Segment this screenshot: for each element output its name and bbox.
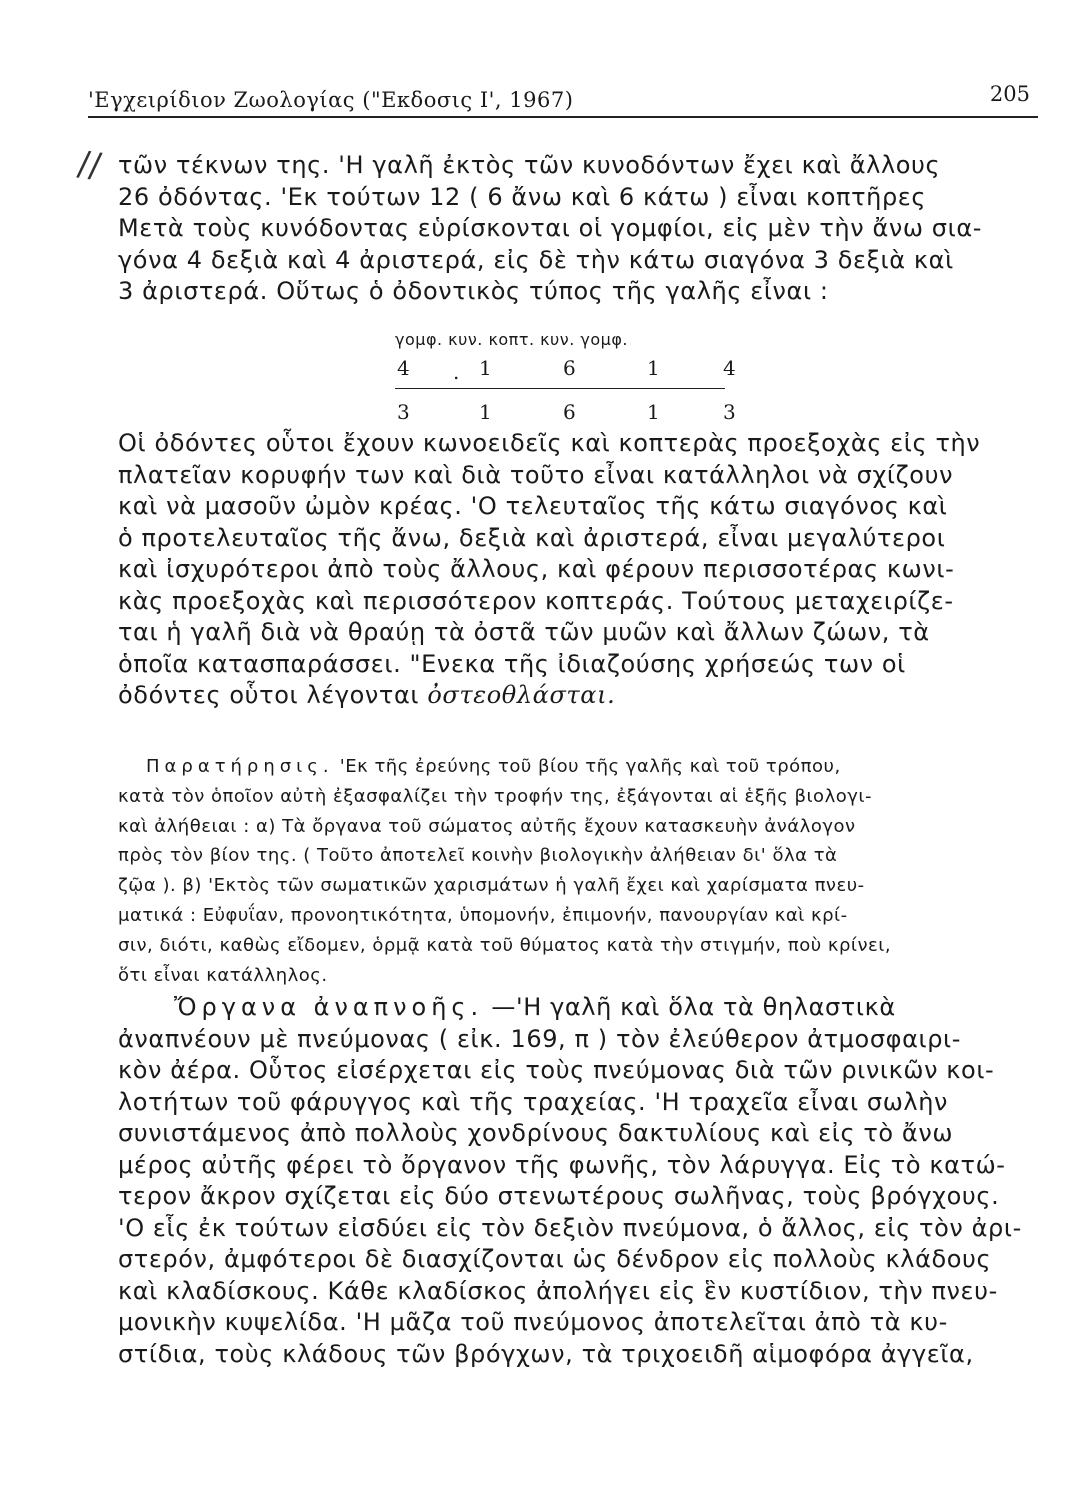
note-line: ματικά : Εὐφυΐαν, προνοητικότητα, ὑπομονήν, ἐπιμονήν, πανουργίαν καὶ κρί-: [118, 904, 848, 926]
text-line: συνιστάμενος ἀπὸ πολλοὺς χονδρίνους δακτυλίους καὶ εἰς τὸ ἄνω: [118, 1119, 954, 1147]
formula-upper-canine-left: 1: [647, 356, 660, 380]
text-line: 3 ἀριστερά. Οὕτως ὁ ὀδοντικὸς τύπος τῆς γαλῆς εἶναι :: [118, 277, 829, 305]
text-line: ὁποῖα κατασπαράσσει. "Ενεκα τῆς ἰδιαζούσης χρήσεώς των οἱ: [118, 649, 906, 678]
text-line: [118, 680, 1048, 712]
formula-labels: γομφ. κυν. κοπτ. κυν. γομφ.: [395, 330, 628, 349]
text-line: 'Ο εἷς ἐκ τούτων εἰσδύει εἰς τὸν δεξιὸν πνεύμονα, ὁ ἄλλος, εἰς τὸν ἀρι-: [118, 1213, 1022, 1242]
italic-term: ὀστεοθλάσται.: [427, 681, 616, 709]
section-heading: Ὄργανα ἀναπνοῆς.: [174, 993, 484, 1021]
paragraph-respiratory-organs: [118, 992, 1048, 1370]
paragraph-teeth-intro: [118, 150, 1048, 308]
text-line: κὰς προεξοχὰς καὶ περισσότερον κοπτεράς. Τούτους μεταχειρίζε-: [118, 586, 954, 615]
text-line: ται ἡ γαλῆ διὰ νὰ θραύῃ τὰ ὀστᾶ τῶν μυῶν καὶ ἄλλων ζώων, τὰ: [118, 618, 930, 646]
note-line: πρὸς τὸν βίον της. ( Τοῦτο ἀποτελεῖ κοινὴν βιολογικὴν ἀλήθειαν δι' ὅλα τὰ: [118, 845, 838, 867]
formula-lower-canine-right: 1: [479, 400, 492, 424]
text-line: Οἱ ὀδόντες οὗτοι ἔχουν κωνοειδεῖς καὶ κοπτερὰς προεξοχὰς εἰς τὴν: [118, 429, 981, 457]
margin-handwritten-mark: //: [75, 143, 104, 187]
formula-fraction-rule: [395, 388, 725, 389]
text-line: γόνα 4 δεξιὰ καὶ 4 ἀριστερά, εἰς δὲ τὴν κάτω σιαγόνα 3 δεξιὰ καὶ: [118, 245, 954, 274]
formula-dot: .: [453, 360, 460, 384]
text-line: τερον ἄκρον σχίζεται εἰς δύο στενωτέρους σωλῆνας, τοὺς βρόγχους.: [118, 1182, 1000, 1210]
paragraph-teeth-description: [118, 428, 1048, 712]
text-line: κὸν ἀέρα. Οὗτος εἰσέρχεται εἰς τοὺς πνεύμονας διὰ τῶν ρινικῶν κοι-: [118, 1056, 995, 1084]
formula-lower-incisors: 6: [563, 400, 576, 424]
running-header: [88, 78, 1038, 118]
section-first-text: —'Η γαλῆ καὶ ὅλα τὰ θηλαστικὰ: [491, 993, 896, 1021]
text-line: Μετὰ τοὺς κυνόδοντας εὑρίσκονται οἱ γομφίοι, εἰς μὲν τὴν ἄνω σια-: [118, 214, 983, 242]
text-line: καὶ κλαδίσκους. Κάθε κλαδίσκος ἀπολήγει εἰς ἓν κυστίδιον, τὴν πνευ-: [118, 1276, 998, 1305]
formula-upper-molars-left: 4: [723, 356, 736, 380]
text-line-start: ὀδόντες οὗτοι λέγονται: [118, 681, 420, 709]
formula-upper-incisors: 6: [563, 356, 576, 380]
note-line: κατὰ τὸν ὁποῖον αὐτὴ ἐξασφαλίζει τὴν τροφήν της, ἐξάγονται αἱ ἑξῆς βιολογι-: [118, 785, 872, 807]
note-first-line: [118, 752, 1048, 782]
note-line: ὅτι εἶναι κατάλληλος.: [118, 964, 328, 986]
text-line: ὁ προτελευταῖος τῆς ἄνω, δεξιὰ καὶ ἀριστερά, εἶναι μεγαλύτεροι: [118, 523, 946, 552]
text-line: καὶ νὰ μασοῦν ὠμὸν κρέας. 'Ο τελευταῖος τῆς κάτω σιαγόνος καὶ: [118, 492, 948, 520]
formula-upper-molars-right: 4: [397, 356, 410, 380]
text-line: στίδια, τοὺς κλάδους τῶν βρόγχων, τὰ τριχοειδῆ αἱμοφόρα ἀγγεῖα,: [118, 1339, 974, 1368]
text-line: λοτήτων τοῦ φάρυγγος καὶ τῆς τραχείας. 'Η τραχεῖα εἶναι σωλὴν: [118, 1087, 949, 1116]
text-line: στερόν, ἀμφότεροι δὲ διασχίζονται ὡς δένδρον εἰς πολλοὺς κλάδους: [118, 1245, 992, 1273]
formula-lower-canine-left: 1: [647, 400, 660, 424]
note-line: ζῷα ). β) 'Εκτὸς τῶν σωματικῶν χαρισμάτων ἡ γαλῆ ἔχει καὶ χαρίσματα πνευ-: [118, 875, 865, 897]
note-paragraph: [118, 752, 1048, 990]
formula-upper-canine-right: 1: [479, 356, 492, 380]
formula-lower-molars-right: 3: [397, 400, 410, 424]
text-line: μέρος αὐτῆς φέρει τὸ ὄργανον τῆς φωνῆς, τὸν λάρυγγα. Εἰς τὸ κατώ-: [118, 1150, 1006, 1179]
note-heading: Παρατήρησις.: [146, 756, 334, 777]
note-first-text: 'Εκ τῆς ἐρεύνης τοῦ βίου τῆς γαλῆς καὶ τοῦ τρόπου,: [339, 756, 841, 777]
page-number: 205: [989, 82, 1030, 106]
header-title: 'Εγχειρίδιον Ζωολογίας ("Εκδοσις Ι', 1967): [88, 88, 574, 112]
note-line: καὶ ἀλήθειαι : α) Τὰ ὄργανα τοῦ σώματος αὐτῆς ἔχουν κατασκευὴν ἀνάλογον: [118, 815, 856, 837]
text-line: καὶ ἰσχυρότεροι ἀπὸ τοὺς ἄλλους, καὶ φέρουν περισσοτέρας κωνι-: [118, 555, 955, 583]
text-line: 26 ὀδόντας. 'Εκ τούτων 12 ( 6 ἄνω καὶ 6 κάτω ) εἶναι κοπτῆρες: [118, 182, 927, 211]
text-line: πλατεῖαν κορυφήν των καὶ διὰ τοῦτο εἶναι κατάλληλοι νὰ σχίζουν: [118, 460, 954, 489]
text-line: τῶν τέκνων της. 'Η γαλῆ ἐκτὸς τῶν κυνοδόντων ἔχει καὶ ἄλλους: [118, 151, 941, 179]
note-line: σιν, διότι, καθὼς εἴδομεν, ὁρμᾷ κατὰ τοῦ θύματος κατὰ τὴν στιγμήν, ποὺ κρίνει,: [118, 934, 892, 956]
text-line: ἀναπνέουν μὲ πνεύμονας ( εἰκ. 169, π ) τὸν ἐλεύθερον ἀτμοσφαιρι-: [118, 1024, 962, 1053]
section-first-line: [118, 992, 1048, 1024]
text-line: μονικὴν κυψελίδα. 'Η μᾶζα τοῦ πνεύμονος ἀποτελεῖται ἀπὸ τὰ κυ-: [118, 1308, 948, 1336]
formula-lower-molars-left: 3: [723, 400, 736, 424]
